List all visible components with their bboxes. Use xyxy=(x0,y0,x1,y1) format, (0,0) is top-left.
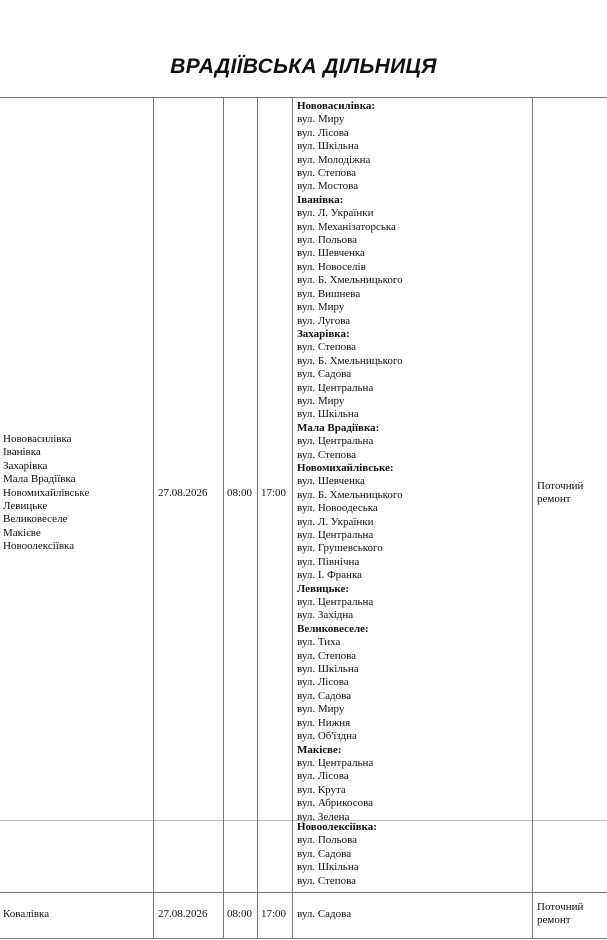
street-item: вул. Шкільна xyxy=(297,408,359,421)
village-heading: Великовеселе: xyxy=(297,622,369,635)
settlement-name: Новоолексіївка xyxy=(3,540,75,553)
street-item: вул. Абрикосова xyxy=(297,797,374,810)
row-divider xyxy=(0,892,607,893)
street-item: вул. Степова xyxy=(297,448,357,461)
village-heading: Макієве: xyxy=(297,743,342,756)
street-item: вул. Шевченка xyxy=(297,247,365,260)
street-item: вул. Миру xyxy=(297,703,345,716)
col-divider xyxy=(257,97,258,939)
street-item: вул. Б. Хмельницького xyxy=(297,488,403,501)
street-item: вул. Степова xyxy=(297,167,357,180)
street-item: вул. Механізаторська xyxy=(297,220,396,233)
date-cell: 27.08.2026 xyxy=(158,908,208,920)
street-item: вул. Миру xyxy=(297,394,345,407)
work-type-line: ремонт xyxy=(537,914,571,927)
street-item: вул. Центральна xyxy=(297,381,374,394)
streets-cell xyxy=(297,100,403,824)
work-type-cell xyxy=(537,480,583,507)
street-item: вул. Лугова xyxy=(297,314,351,327)
settlement-name: Мала Врадіївка xyxy=(3,473,76,486)
street-item: вул. Центральна xyxy=(297,435,374,448)
street-item: вул. Степова xyxy=(297,874,357,887)
time-to-cell: 17:00 xyxy=(261,908,287,920)
table-bottom-border xyxy=(0,938,607,939)
col-divider xyxy=(292,97,293,939)
work-type-line: Поточний xyxy=(537,901,584,913)
street-item: вул. Б. Хмельницького xyxy=(297,354,403,367)
street-item: вул. Крута xyxy=(297,783,346,796)
village-heading: Нововасилівка: xyxy=(297,100,376,112)
street-item: вул. Західна xyxy=(297,609,354,622)
street-item: вул. Польова xyxy=(297,234,358,247)
table-top-border xyxy=(0,97,607,98)
street-item: вул. Л. Українки xyxy=(297,207,374,220)
page-title: ВРАДІЇВСЬКА ДІЛЬНИЦЯ xyxy=(170,55,437,78)
village-heading: Іванівка: xyxy=(297,193,344,206)
street-item: вул. Миру xyxy=(297,113,345,126)
settlement-name: Левицьке xyxy=(3,500,48,513)
street-item: вул. Л. Українки xyxy=(297,515,374,528)
street-item: вул. Шкільна xyxy=(297,140,359,153)
street-item: вул. Садова xyxy=(297,368,352,381)
work-type-line: Поточний xyxy=(537,480,584,492)
street-item: вул. Новоселів xyxy=(297,260,366,273)
time-to-cell: 17:00 xyxy=(261,487,287,499)
col-divider xyxy=(532,97,533,939)
street-item: вул. Лісова xyxy=(297,770,349,783)
settlement-name: Захарівка xyxy=(3,459,48,472)
street-item: вул. Об'їздна xyxy=(297,730,357,743)
street-item: вул. Центральна xyxy=(297,756,374,769)
street-item: вул. І. Франка xyxy=(297,569,363,582)
street-item: вул. Грушевського xyxy=(297,542,383,555)
street-item: вул. Шкільна xyxy=(297,663,359,676)
street-item: вул. Північна xyxy=(297,555,360,568)
settlements-cell xyxy=(3,433,89,554)
settlement-name: Новомихайлівське xyxy=(3,486,90,499)
street-item: вул. Шевченка xyxy=(297,475,365,488)
col-divider xyxy=(223,97,224,939)
village-heading: Мала Врадіївка: xyxy=(297,421,380,434)
settlement-name: Макієве xyxy=(3,526,41,539)
street-item: вул. Степова xyxy=(297,649,357,662)
settlement-name: Іванівка xyxy=(3,446,41,459)
streets-cell-continued xyxy=(297,821,377,888)
village-heading: Новомихайлівське: xyxy=(297,461,394,474)
col-divider xyxy=(153,97,154,939)
street-item: вул. Центральна xyxy=(297,529,374,541)
street-item: вул. Вишнева xyxy=(297,287,361,300)
settlements-cell: Ковалівка xyxy=(3,908,50,920)
street-item: вул. Зелена xyxy=(297,810,350,823)
village-heading: Левицьке: xyxy=(297,582,350,595)
time-from-cell: 08:00 xyxy=(227,487,253,499)
time-from-cell: 08:00 xyxy=(227,908,253,920)
street-item: вул. Шкільна xyxy=(297,861,359,874)
street-item: вул. Молодіжна xyxy=(297,153,371,166)
street-item: вул. Лісова xyxy=(297,676,349,689)
street-item: вул. Степова xyxy=(297,341,357,354)
settlement-name: Нововасилівка xyxy=(3,433,72,445)
street-item: вул. Садова xyxy=(297,847,352,860)
street-item: вул. Новоодеська xyxy=(297,502,378,515)
street-item: вул. Б. Хмельницького xyxy=(297,274,403,287)
street-item: вул. Мостова xyxy=(297,180,359,193)
street-item: вул. Польова xyxy=(297,834,358,847)
street-item: вул. Лісова xyxy=(297,126,349,139)
street-item: вул. Миру xyxy=(297,301,345,314)
settlement-name: Великовеселе xyxy=(3,513,68,526)
street-item: вул. Центральна xyxy=(297,596,374,609)
streets-cell: вул. Садова xyxy=(297,908,352,920)
street-item: вул. Садова xyxy=(297,689,352,702)
work-type-line: ремонт xyxy=(537,493,571,506)
date-cell: 27.08.2026 xyxy=(158,487,208,499)
street-item: вул. Нижня xyxy=(297,716,351,729)
work-type-cell xyxy=(537,901,583,928)
village-heading: Захарівка: xyxy=(297,327,350,340)
street-item: вул. Тиха xyxy=(297,636,341,649)
village-heading: Новоолексіївка: xyxy=(297,821,377,833)
